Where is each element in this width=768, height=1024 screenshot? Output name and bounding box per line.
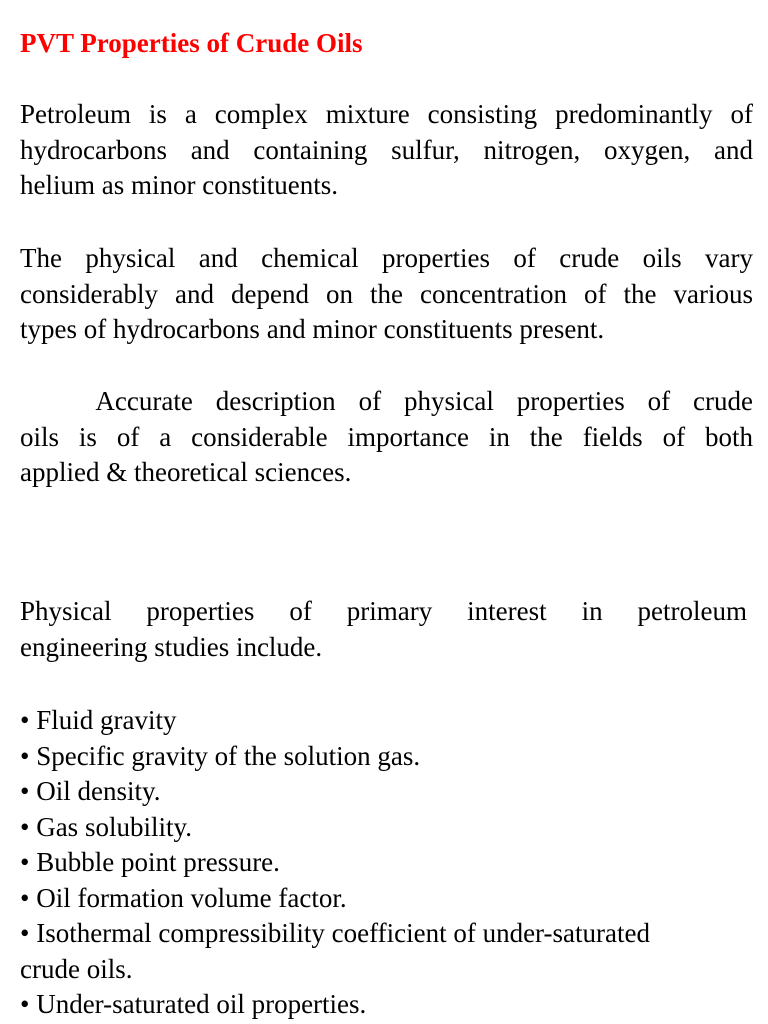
list-item-continuation: [20, 952, 753, 988]
bullet-icon: •: [20, 811, 30, 842]
list-item-text: Bubble point pressure.: [36, 847, 280, 877]
list-item-text: Under-saturated oil properties.: [36, 989, 367, 1019]
list-item-text: crude oils.: [20, 953, 133, 984]
list-item: [20, 916, 753, 952]
list-item: [20, 810, 753, 846]
list-item: [20, 987, 753, 1023]
list-item-text: Oil density.: [36, 776, 161, 806]
paragraph-line: The physical and chemical properties of crude oils vary: [20, 243, 753, 273]
bullet-icon: •: [20, 705, 30, 735]
paragraph-line: hydrocarbons and containing sulfur, nitrogen, oxygen, and: [20, 134, 753, 165]
list-item: [20, 845, 753, 881]
paragraph-properties-vary: [20, 241, 753, 348]
document-title: PVT Properties of Crude Oils: [20, 28, 363, 58]
paragraph-primary-interest: [20, 594, 747, 665]
list-item: [20, 881, 753, 917]
list-item: [20, 774, 753, 810]
list-item: [20, 739, 753, 775]
list-item-text: Specific gravity of the solution gas.: [36, 740, 421, 771]
bullet-icon: •: [20, 918, 30, 948]
bullet-icon: •: [20, 882, 30, 913]
list-item: [20, 703, 753, 739]
paragraph-line: Accurate description of physical properties of crude: [20, 386, 753, 416]
paragraph-line: Physical properties of primary interest in petroleum: [20, 596, 747, 626]
paragraph-accurate-description: [20, 384, 753, 491]
list-item-text: Isothermal compressibility coefficient of under-saturated: [36, 918, 650, 948]
paragraph-line: Petroleum is a complex mixture consisting predominantly of: [20, 99, 753, 129]
paragraph-petroleum-definition: [20, 97, 753, 204]
bullet-icon: •: [20, 989, 30, 1019]
paragraph-line: engineering studies include.: [20, 631, 323, 662]
list-item-text: Gas solubility.: [36, 811, 192, 842]
bullet-icon: •: [20, 776, 30, 806]
list-item-text: Fluid gravity: [36, 705, 177, 735]
paragraph-line: types of hydrocarbons and minor constituents present.: [20, 314, 605, 344]
paragraph-line: oils is of a considerable importance in the fields of both: [20, 421, 753, 452]
paragraph-line: helium as minor constituents.: [20, 170, 338, 200]
bullet-icon: •: [20, 847, 30, 877]
paragraph-line: applied & theoretical sciences.: [20, 457, 352, 487]
bullet-icon: •: [20, 740, 30, 771]
properties-bullet-list: [20, 703, 753, 1023]
paragraph-line: considerably and depend on the concentration of the various: [20, 278, 753, 309]
list-item-text: Oil formation volume factor.: [36, 882, 347, 913]
